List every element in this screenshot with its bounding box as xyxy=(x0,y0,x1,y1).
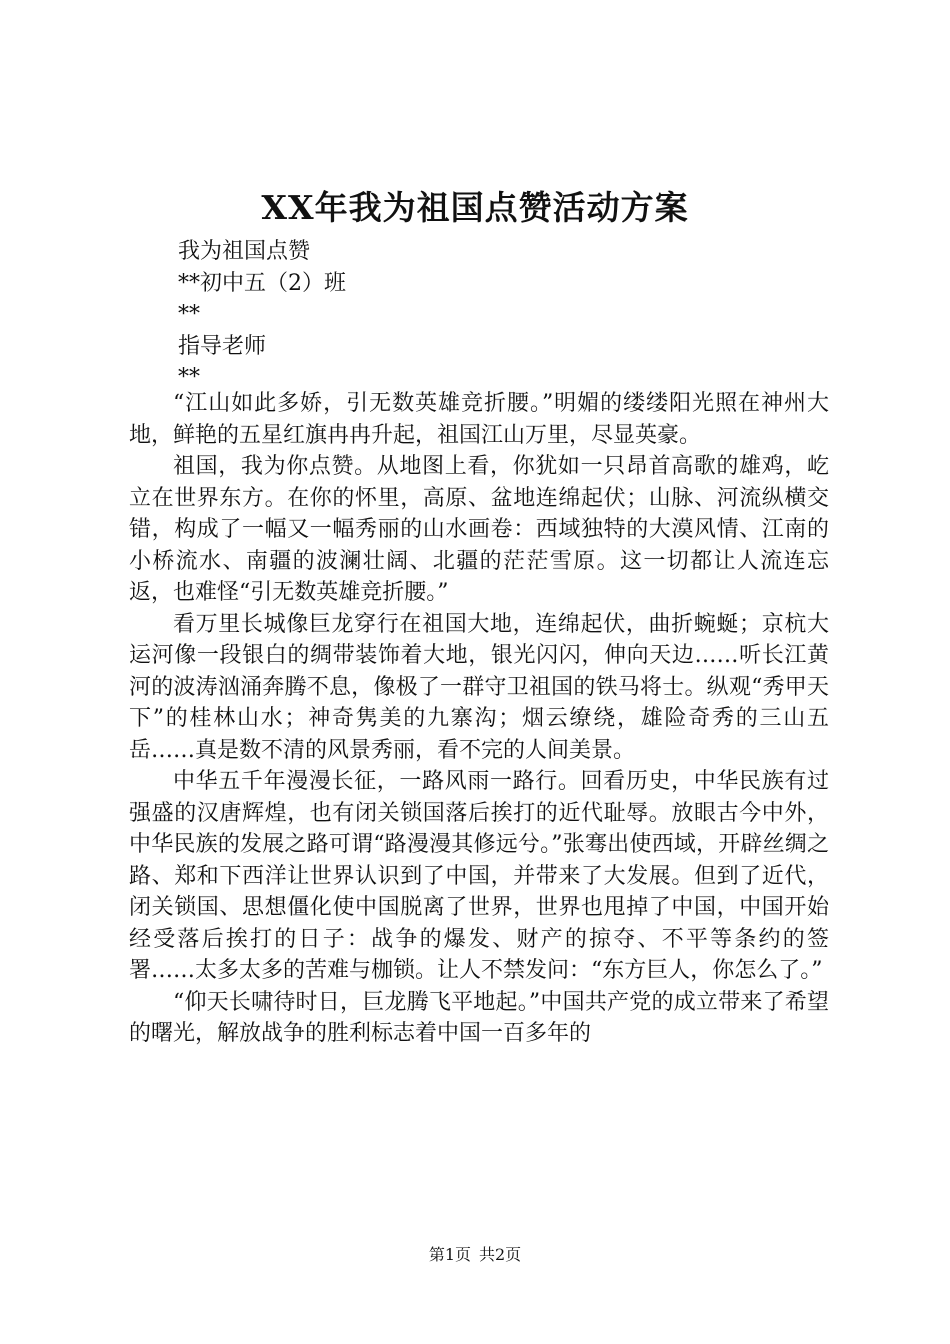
paragraph: “仰天长啸待时日，巨龙腾飞平地起。”中国共产党的成立带来了希望的曙光，解放战争的胜利标志着中国一百多年的 xyxy=(129,989,829,1046)
meta-teacher-label: 指导老师 xyxy=(178,333,267,359)
meta-author: ** xyxy=(178,302,200,327)
page-number: 第1页 xyxy=(428,1245,471,1264)
document-body xyxy=(129,388,829,1050)
paragraph: 看万里长城像巨龙穿行在祖国大地，连绵起伏，曲折蜿蜒；京杭大运河像一段银白的绸带装饰着大地，银光闪闪，伸向天边……听长江黄河的波涛汹涌奔腾不息，像极了一群守卫祖国的铁马将士。纵观“秀甲天下”的桂林山水；神奇隽美的九寨沟；烟云缭绕，雄险奇秀的三山五岳……真是数不清的风景秀丽，看不完的人间美景。 xyxy=(129,611,829,763)
page-footer xyxy=(0,1244,950,1266)
page-total: 共2页 xyxy=(479,1245,522,1264)
document-title: XX年我为祖国点赞活动方案 xyxy=(261,188,689,227)
meta-class: **初中五（2）班 xyxy=(178,270,346,296)
meta-teacher-name: ** xyxy=(178,365,200,390)
paragraph: 中华五千年漫漫长征，一路风雨一路行。回看历史，中华民族有过强盛的汉唐辉煌，也有闭关锁国落后挨打的近代耻辱。放眼古今中外，中华民族的发展之路可谓“路漫漫其修远兮。”张骞出使西域，开辟丝绸之路、郑和下西洋让世界认识到了中国，并带来了大发展。但到了近代，闭关锁国、思想僵化使中国脱离了世界，世界也甩掉了中国，中国开始经受落后挨打的日子：战争的爆发、财产的掠夺、不平等条约的签署……太多太多的苦难与枷锁。让人不禁发问：“东方巨人，你怎么了。” xyxy=(129,769,829,983)
meta-topic: 我为祖国点赞 xyxy=(178,239,311,264)
document-meta xyxy=(178,236,346,394)
paragraph: “江山如此多娇，引无数英雄竞折腰。”明媚的缕缕阳光照在神州大地，鲜艳的五星红旗冉冉升起，祖国江山万里，尽显英豪。 xyxy=(129,391,829,448)
paragraph: 祖国，我为你点赞。从地图上看，你犹如一只昂首高歌的雄鸡，屹立在世界东方。在你的怀里，高原、盆地连绵起伏；山脉、河流纵横交错，构成了一幅又一幅秀丽的山水画卷：西域独特的大漠风情、江南的小桥流水、南疆的波澜壮阔、北疆的茫茫雪原。这一切都让人流连忘返，也难怪“引无数英雄竞折腰。” xyxy=(129,454,829,605)
